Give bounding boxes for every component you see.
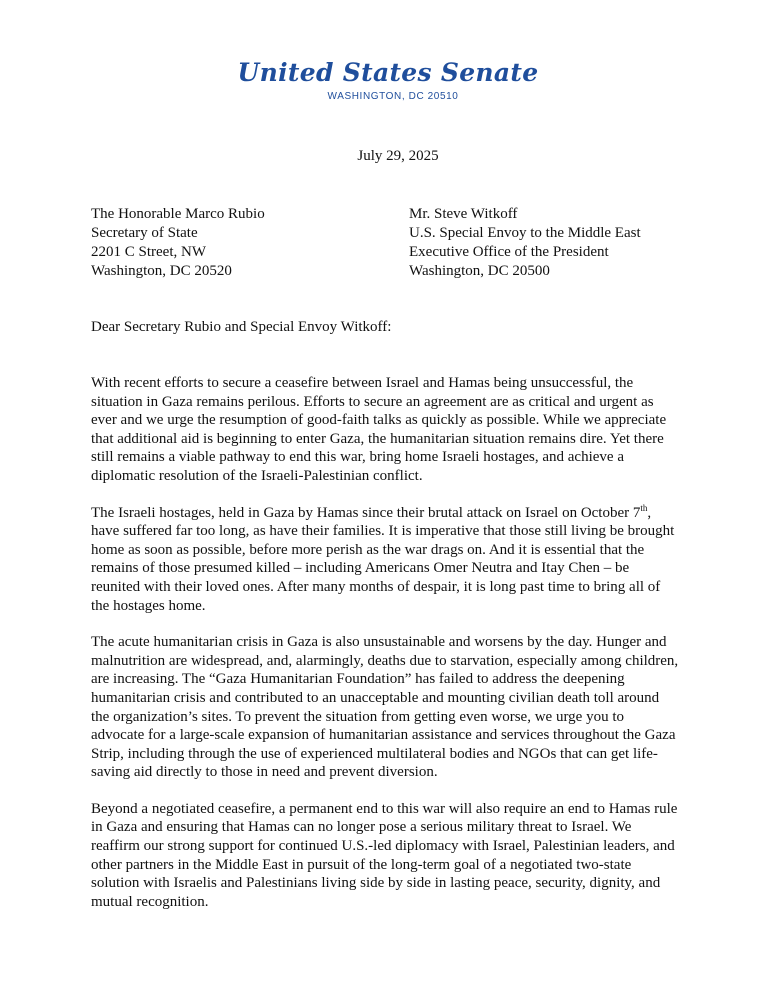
recipient-name: The Honorable Marco Rubio bbox=[91, 206, 265, 222]
letterhead bbox=[0, 58, 772, 102]
salutation: Dear Secretary Rubio and Special Envoy Witkoff: bbox=[91, 319, 392, 335]
letterhead-address: WASHINGTON, DC 20510 bbox=[327, 91, 459, 102]
paragraph-2-start: The Israeli hostages, held in Gaza by Hamas since their brutal attack on Israel on October 7 bbox=[91, 504, 641, 521]
recipient-name: Mr. Steve Witkoff bbox=[409, 206, 518, 222]
recipient-city: Washington, DC 20500 bbox=[409, 263, 550, 279]
recipient-title: U.S. Special Envoy to the Middle East bbox=[409, 225, 641, 241]
recipient-street: 2201 C Street, NW bbox=[91, 244, 206, 260]
paragraph-3: The acute humanitarian crisis in Gaza is also unsustainable and worsens by the day. Hunger and malnutrition are widespread, and, alarmingly, deaths due to starvation, especially among children, are increasing. The “Gaza Humanitarian Foundation” has failed to address the deepening humanitarian crisis and contributed to an unacceptable and mounting civilian death toll around the organization’s sites. To prevent the situation from getting even worse, we urge you to advocate for a large-scale expansion of humanitarian assistance and services throughout the Gaza Strip, including through the use of experienced multilateral bodies and NGOs that can get life-saving aid directly to those in need and prevent diversion. bbox=[91, 634, 679, 781]
recipient-city: Washington, DC 20520 bbox=[91, 263, 232, 279]
recipient-office: Executive Office of the President bbox=[409, 244, 609, 260]
ordinal-superscript: th bbox=[640, 502, 648, 513]
paragraph-4: Beyond a negotiated ceasefire, a permanent end to this war will also require an end to Hamas rule in Gaza and ensuring that Hamas can no longer pose a serious military threat to Israel. We reaffirm our strong support for continued U.S.-led diplomacy with Israel, Palestinian leaders, and other partners in the Middle East in pursuit of the long-term goal of a negotiated two-state solution with Israelis and Palestinians living side by side in lasting peace, security, dignity, and mutual recognition. bbox=[91, 800, 678, 910]
letter-date: July 29, 2025 bbox=[357, 148, 439, 164]
paragraph-2-rest: , have suffered far too long, as have their families. It is imperative that those still living be brought home as soon as possible, before more perish as the war drags on. And it is essential that the remains of those presumed killed – including Americans Omer Neutra and Itay Chen – be reunited with their loved ones. After many months of despair, it is long past time to bring all of the hostages home. bbox=[91, 504, 675, 614]
paragraph-1: With recent efforts to secure a ceasefire between Israel and Hamas being unsuccessful, the situation in Gaza remains perilous. Efforts to secure an agreement are as critical and urgent as ever and we urge the resumption of good-faith talks as quickly as possible. While we appreciate that additional aid is beginning to enter Gaza, the humanitarian situation remains dire. Yet there still remains a viable pathway to end this war, bring home Israeli hostages, and achieve a diplomatic resolution of the Israeli-Palestinian conflict. bbox=[91, 375, 667, 484]
paragraph-2 bbox=[91, 504, 681, 616]
letterhead-title: United States Senate bbox=[237, 58, 539, 87]
letter-body bbox=[91, 374, 681, 929]
recipient-block-left bbox=[91, 205, 265, 281]
recipient-title: Secretary of State bbox=[91, 225, 198, 241]
recipient-block-right bbox=[409, 205, 641, 281]
